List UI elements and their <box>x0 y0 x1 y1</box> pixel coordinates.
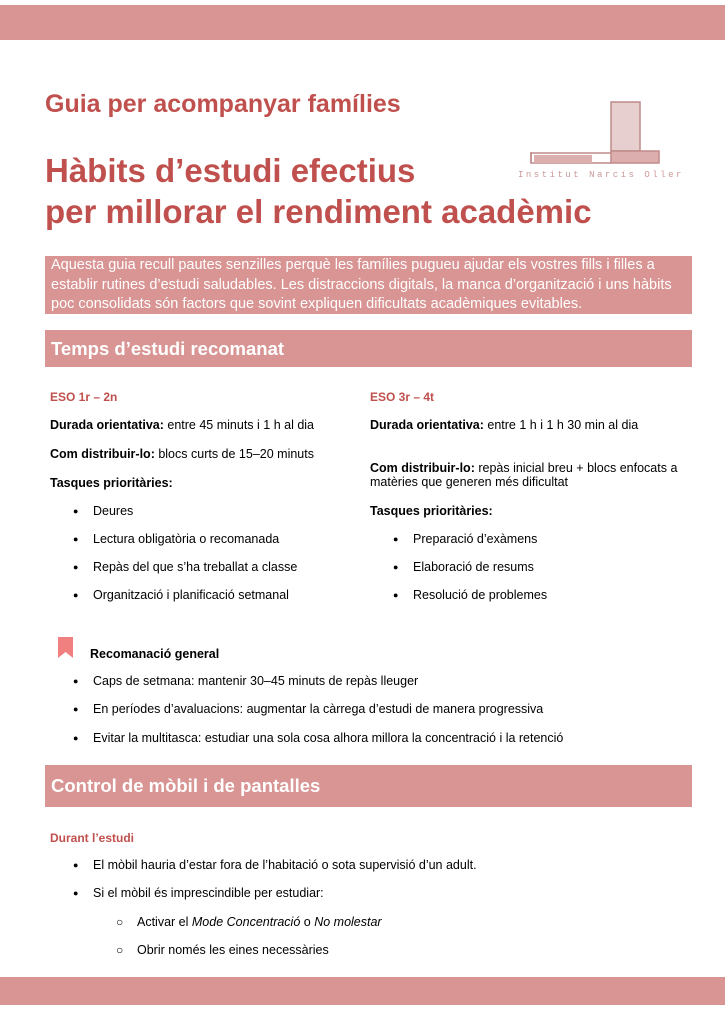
list-item: Elaboració de resums <box>413 560 534 574</box>
list-item: En períodes d’avaluacions: augmentar la càrrega d’estudi de manera progressiva <box>93 702 544 716</box>
school-logo <box>520 100 690 185</box>
logo-text: Institut Narcís Oller <box>518 170 684 180</box>
list-item: Resolució de problemes <box>413 588 548 602</box>
list-item: Deures <box>93 504 134 518</box>
circle-bullet-icon: ○ <box>116 915 124 929</box>
distribute-line <box>50 447 314 461</box>
bullet-icon: ● <box>73 704 79 714</box>
bullet-icon: ● <box>73 534 79 544</box>
page-title-line2: per millorar el rendiment acadèmic <box>45 193 592 230</box>
value: entre 1 h i 1 h 30 min al dia <box>483 418 639 432</box>
circle-bullet-icon: ○ <box>116 943 124 957</box>
bullet-icon: ● <box>73 506 79 516</box>
text: o <box>300 915 315 929</box>
label: Com distribuir-lo: <box>50 447 155 461</box>
tasks-label: Tasques prioritàries: <box>50 476 173 490</box>
page-title-line1: Hàbits d’estudi efectius <box>45 152 416 189</box>
bullet-icon: ● <box>73 590 79 600</box>
recommendation-title: Recomanació general <box>90 647 220 661</box>
bullet-icon: ● <box>73 562 79 572</box>
duration-line <box>50 418 314 432</box>
bullet-icon: ● <box>393 590 399 600</box>
bullet-icon: ● <box>393 562 399 572</box>
mode-name: Mode Concentració <box>191 915 301 929</box>
list-item <box>137 915 382 929</box>
section-header-study-time: Temps d’estudi recomanat <box>45 330 692 367</box>
bullet-icon: ● <box>73 860 79 870</box>
list-item: Organització i planificació setmanal <box>93 588 289 602</box>
list-item: Evitar la multitasca: estudiar una sola cosa alhora millora la concentració i la retenció <box>93 731 564 745</box>
page-subtitle: Guia per acompanyar famílies <box>45 90 401 118</box>
value: entre 45 minuts i 1 h al dia <box>163 418 315 432</box>
building-icon <box>520 100 690 170</box>
top-banner <box>0 5 725 40</box>
intro-box <box>45 256 692 314</box>
bullet-icon: ● <box>73 676 79 686</box>
bottom-banner <box>0 977 725 1005</box>
bookmark-icon <box>58 637 73 658</box>
bullet-icon: ● <box>393 534 399 544</box>
mode-name: No molestar <box>314 915 382 929</box>
label: Durada orientativa: <box>370 418 484 432</box>
label: Com distribuir-lo: <box>370 461 475 475</box>
label: Durada orientativa: <box>50 418 164 432</box>
value: repàs inicial breu + blocs enfocats a <box>474 461 678 475</box>
tasks-label: Tasques prioritàries: <box>370 504 493 518</box>
section-header-mobile: Control de mòbil i de pantalles <box>45 765 692 807</box>
column-heading-eso12: ESO 1r – 2n <box>50 390 118 404</box>
column-heading-eso34: ESO 3r – 4t <box>370 390 435 404</box>
list-item: Caps de setmana: mantenir 30–45 minuts de repàs lleuger <box>93 674 419 688</box>
list-item: Repàs del que s’ha treballat a classe <box>93 560 298 574</box>
duration-line <box>370 418 638 432</box>
intro-line: establir rutines d’estudi saludables. Les distraccions digitals, la manca d’organització i uns hàbits <box>51 276 672 293</box>
intro-line: Aquesta guia recull pautes senzilles perquè les famílies pugueu ajudar els vostres fills i filles a <box>51 257 655 273</box>
list-item: Si el mòbil és imprescindible per estudiar: <box>93 886 324 900</box>
list-item: El mòbil hauria d’estar fora de l’habitació o sota supervisió d’un adult. <box>93 858 477 872</box>
subheading-during-study: Durant l’estudi <box>50 831 135 845</box>
text: Activar el <box>137 915 192 929</box>
value: blocs curts de 15–20 minuts <box>154 447 314 461</box>
intro-line: poc consolidats són factors que sovint expliquen dificultats acadèmiques evitables. <box>51 296 583 312</box>
list-item: Lectura obligatòria o recomanada <box>93 532 280 546</box>
distribute-line-2: matèries que generen més dificultat <box>370 475 569 489</box>
bullet-icon: ● <box>73 733 79 743</box>
list-item: Preparació d’exàmens <box>413 532 538 546</box>
bullet-icon: ● <box>73 888 79 898</box>
list-item: Obrir només les eines necessàries <box>137 943 329 957</box>
distribute-line <box>370 461 677 475</box>
